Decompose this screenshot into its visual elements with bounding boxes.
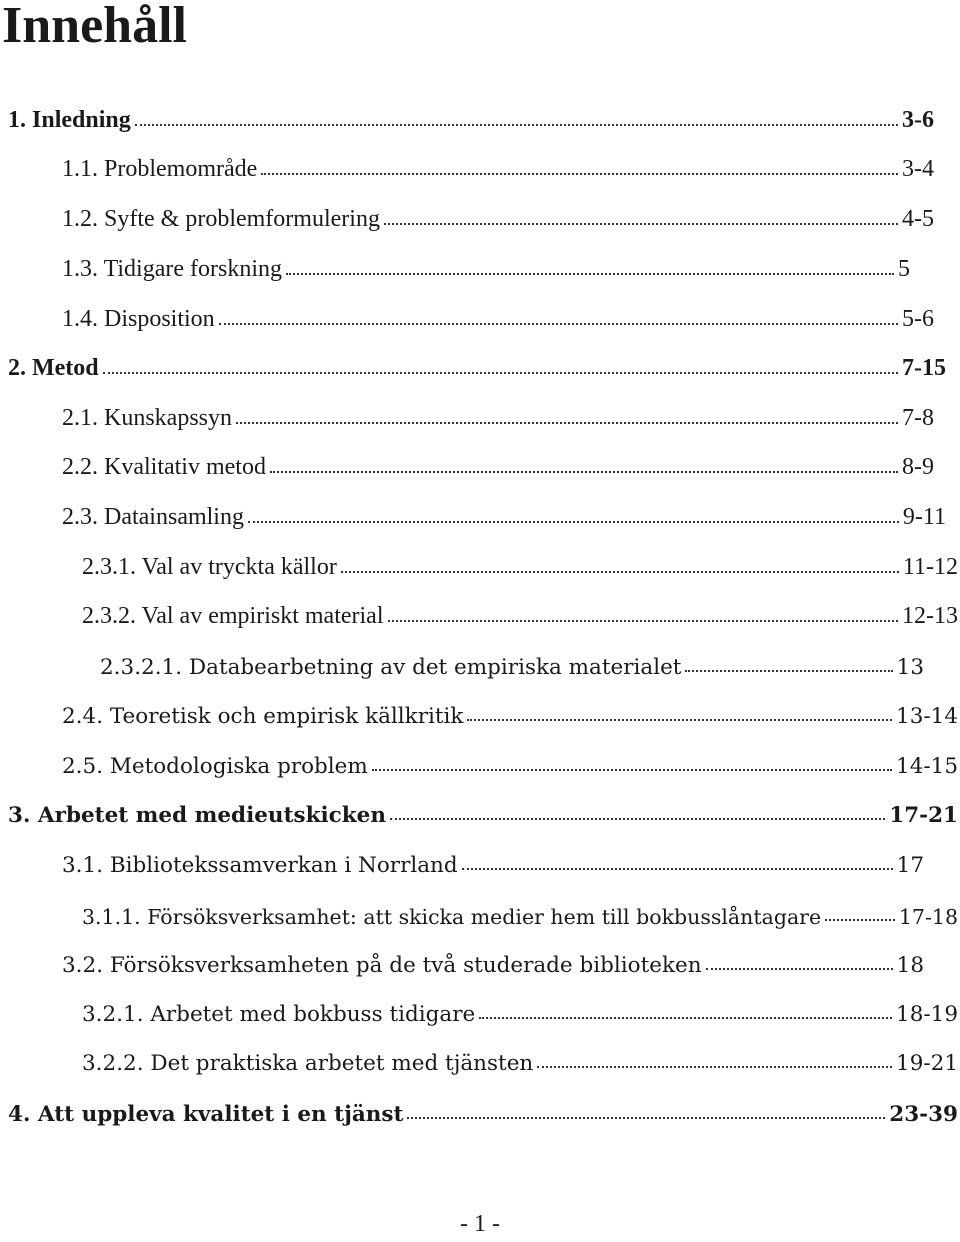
dot-leader (219, 323, 898, 325)
toc-entry-2-2[interactable] (0, 441, 960, 481)
toc-entry-pages: 3-4 (902, 156, 934, 182)
dot-leader (236, 422, 898, 424)
toc-entry-label: 1.2. Syfte & problemformulering (62, 206, 380, 232)
toc-entry-label: 3.2.1. Arbetet med bokbuss tidigare (82, 1002, 476, 1027)
dot-leader (103, 372, 898, 374)
toc-entry-pages: 7-8 (902, 405, 934, 431)
dot-leader (248, 521, 899, 523)
toc-entry-label: 1.4. Disposition (62, 306, 215, 332)
toc-entry-label: 2.5. Metodologiska problem (62, 754, 368, 779)
toc-entry-label: 2.4. Teoretisk och empirisk källkritik (62, 704, 464, 729)
toc-entry-1-1[interactable] (0, 143, 960, 183)
toc-entry-pages: 23-39 (889, 1102, 958, 1127)
dot-leader (467, 719, 892, 721)
dot-leader (706, 968, 893, 970)
toc-entry-pages: 18 (896, 953, 924, 978)
toc-entry-label: 2.1. Kunskapssyn (62, 405, 233, 431)
dot-leader (479, 1017, 892, 1019)
toc-entry-pages: 17-21 (889, 803, 958, 828)
toc-entry-2-3[interactable] (0, 491, 960, 531)
toc-entry-pages: 13-14 (896, 704, 958, 729)
toc-entry-2-3-2[interactable] (0, 590, 960, 630)
toc-entry-pages: 12-13 (902, 603, 958, 629)
toc-entry-pages: 18-19 (896, 1002, 958, 1027)
toc-entry-3-1[interactable] (0, 838, 960, 878)
toc-entry-label: 4. Att uppleva kvalitet i en tjänst (8, 1102, 404, 1127)
dot-leader (270, 471, 898, 473)
toc-entry-1[interactable] (0, 94, 960, 134)
toc-entry-pages: 4-5 (902, 206, 934, 232)
toc-entry-label: 2.3. Datainsamling (62, 504, 244, 530)
toc-entry-1-4[interactable] (0, 293, 960, 333)
toc-entry-2-1[interactable] (0, 392, 960, 432)
toc-entry-3-2-2[interactable] (0, 1036, 960, 1076)
toc-entry-pages: 7-15 (902, 355, 946, 381)
toc-entry-label: 2.3.2.1. Databearbetning av det empiriska materialet (100, 655, 682, 680)
dot-leader (407, 1117, 885, 1119)
toc-entry-label: 3.1. Bibliotekssamverkan i Norrland (62, 853, 458, 878)
toc-entry-3-1-1[interactable] (0, 889, 960, 929)
toc-entry-pages: 17 (896, 853, 924, 878)
toc-entry-label: 2. Metod (8, 355, 99, 381)
dot-leader (462, 868, 893, 870)
toc-entry-pages: 14-15 (896, 754, 958, 779)
toc-entry-pages: 5 (898, 256, 910, 282)
dot-leader (390, 818, 885, 820)
dot-leader (825, 919, 895, 921)
toc-entry-pages: 13 (896, 655, 924, 680)
toc-entry-label: 2.3.1. Val av tryckta källor (82, 554, 337, 580)
dot-leader (384, 223, 898, 225)
toc-entry-label: 3.2. Försöksverksamheten på de två studerade biblioteken (62, 953, 702, 978)
toc-entry-label: 3. Arbetet med medieutskicken (8, 803, 386, 828)
toc-entry-label: 2.2. Kvalitativ metod (62, 454, 266, 480)
toc-entry-pages: 17-18 (898, 905, 958, 929)
page-title: Innehåll (2, 0, 187, 54)
dot-leader (372, 769, 892, 771)
toc-entry-label: 1.1. Problemområde (62, 156, 258, 182)
toc-entry-pages: 3-6 (902, 107, 934, 133)
toc-entry-label: 1.3. Tidigare forskning (62, 256, 283, 282)
toc-entry-pages: 19-21 (896, 1051, 958, 1076)
dot-leader (388, 620, 899, 622)
toc-entry-pages: 9-11 (902, 504, 946, 530)
toc-entry-2-4[interactable] (0, 689, 960, 729)
toc-entry-2-5[interactable] (0, 739, 960, 779)
toc-entry-label: 3.1.1. Försöksverksamhet: att skicka medier hem till bokbusslåntagare (82, 905, 822, 929)
toc-entry-pages: 5-6 (902, 306, 934, 332)
toc-entry-2-3-2-1[interactable] (0, 640, 960, 680)
dot-leader (135, 124, 898, 126)
toc-entry-3-2-1[interactable] (0, 987, 960, 1027)
toc-entry-label: 1. Inledning (8, 107, 131, 133)
dot-leader (685, 670, 892, 672)
toc-entry-pages: 11-12 (902, 554, 958, 580)
toc-entry-3[interactable] (0, 788, 960, 828)
toc-entry-2[interactable] (0, 342, 960, 382)
toc-entry-1-3[interactable] (0, 243, 960, 283)
dot-leader (537, 1066, 892, 1068)
toc-entry-2-3-1[interactable] (0, 541, 960, 581)
dot-leader (341, 571, 899, 573)
toc-entry-pages: 8-9 (902, 454, 934, 480)
toc-entry-label: 3.2.2. Det praktiska arbetet med tjänsten (82, 1051, 534, 1076)
dot-leader (286, 273, 894, 275)
page-number: - 1 - (460, 1211, 500, 1237)
toc-entry-1-2[interactable] (0, 193, 960, 233)
toc-entry-4[interactable] (0, 1087, 960, 1127)
dot-leader (261, 173, 898, 175)
toc-entry-3-2[interactable] (0, 938, 960, 978)
toc-entry-label: 2.3.2. Val av empiriskt material (82, 603, 384, 629)
